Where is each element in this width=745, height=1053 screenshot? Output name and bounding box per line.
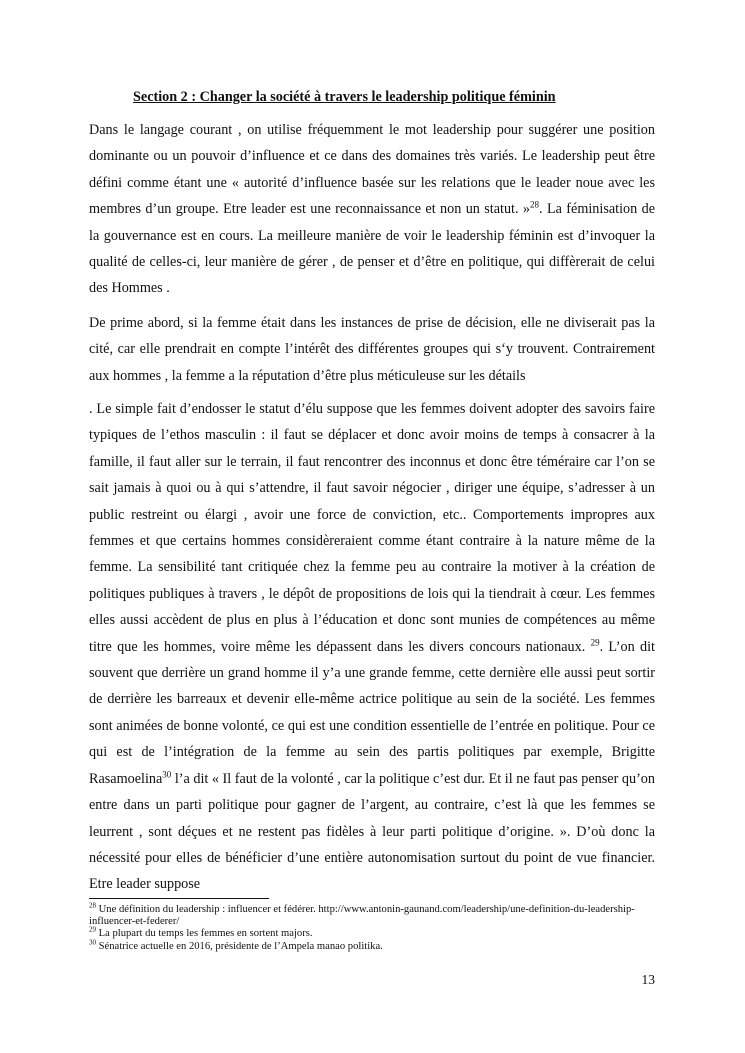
section-title: Section 2 : Changer la société à travers le leadership politique féminin [133,89,556,105]
footnote-ref-30[interactable]: 30 [162,768,172,779]
paragraph-1-text-b: . La féminisation de la gouvernance est en cours. La meilleure manière de voir le leadership féminin est d’invoquer la qualité de celles-ci, leur manière de gérer , de penser et d’être en politique, qui diffèrerait de celui des Hommes . [89,201,656,297]
footnote-text: La plupart du temps les femmes en sortent majors. [96,928,313,940]
paragraph-3 [89,396,655,898]
footnote-number: 29 [89,925,96,934]
footnotes [89,901,655,953]
footnote-number: 30 [89,938,96,947]
footnote-ref-28[interactable]: 28 [530,199,540,210]
footnote-ref-29[interactable]: 29 [590,636,600,647]
footnote-text: Sénatrice actuelle en 2016, présidente de l’Ampela manao politika. [96,940,383,952]
paragraph-1-text-a: Dans le langage courant , on utilise fréquemment le mot leadership pour suggérer une position dominante ou un pouvoir d’influence et ce dans des domaines très variés. Le leadership peut être défini comme étant une « autorité d’influence basée sur les relations que le leader noue avec les membres d’un groupe. Etre leader est une reconnaissance et non un statut. » [89,122,655,218]
paragraph-1 [89,117,655,302]
footnote-item [89,938,655,953]
paragraph-2-text: De prime abord, si la femme était dans les instances de prise de décision, elle ne diviserait pas la cité, car elle prendrait en compte l’intérêt des différentes groupes qui s‘y trouvent. Contrairement aux hommes , la femme a la réputation d’être plus méticuleuse sur les détails [89,315,655,384]
page-number: 13 [641,972,655,987]
paragraph-3-text-c: l’a dit « Il faut de la volonté , car la politique c’est dur. Et il ne faut pas penser qu’on entre dans un parti politique pour gagner de l’argent, au contraire, c’est là que les femmes se leurrent , sont déçues et ne restent pas fidèles à leur parti politique d’origine. ». D’où donc la nécessité pour elles de bénéficier d’une entière autonomisation surtout du point de vue financier. Etre leader suppose [89,770,655,893]
paragraph-2 [89,310,655,389]
footnote-divider [89,898,269,899]
paragraph-3-text-a: . Le simple fait d’endosser le statut d’élu suppose que les femmes doivent adopter des savoirs faire typiques de l’ethos masculin : il faut se déplacer et donc avoir moins de temps à consacrer à la famille, il faut aller sur le terrain, il faut rencontrer des inconnus et donc être téméraire car l’on se sait jamais à quoi ou à qui s’attendre, il faut savoir négocier , diriger une équipe, s’adresser à un public restreint ou élargi , avoir une force de conviction, etc.. Comportements impropres aux femmes et que certains hommes considèreraient comme étant contraire à la nature même de la femme. La sensibilité tant critiquée chez la femme peu au contraire la motiver à la création de politiques publiques à travers , le dépôt de propositions de lois qui la tiendrait à cœur. Les femmes elles aussi accèdent de plus en plus à l’éducation et donc sont munies de compétences au même titre que les hommes, voire même les dépassent dans les divers concours nationaux. [89,401,655,655]
footnote-number: 28 [89,901,96,910]
footnote-text: Une définition du leadership : influencer et fédérer. http://www.antonin-gaunand.com/leadership/une-definition-du-leadership-influencer-et-federer/ [89,904,635,928]
footnote-item [89,925,655,940]
paragraph-3-text-b: . L’on dit souvent que derrière un grand homme il y’a une grande femme, cette dernière elle aussi peut sortir de derrière les barreaux et devenir elle-même actrice politique au sein de la société. Les femmes sont animées de bonne volonté, ce qui est une condition essentielle de l’entrée en politique. Pour ce qui est de l’intégration de la femme au sein des partis politiques par exemple, Brigitte Rasamoelina [89,638,655,787]
footnote-item [89,901,655,928]
